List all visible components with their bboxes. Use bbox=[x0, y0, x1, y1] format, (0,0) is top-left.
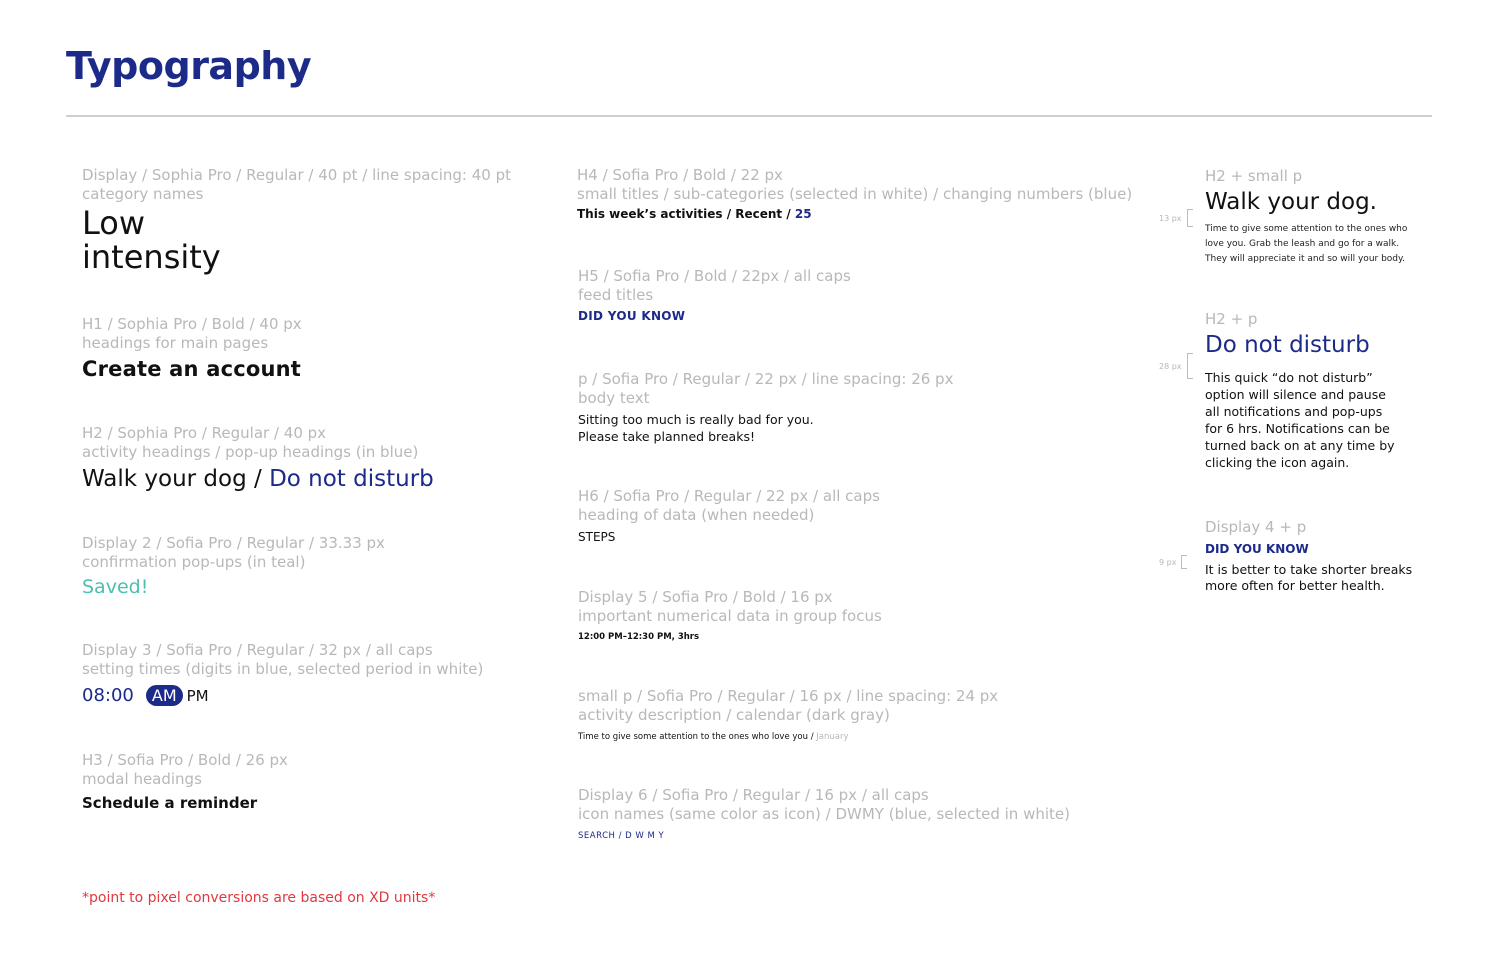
spec-h6 bbox=[578, 487, 880, 544]
spec-small-p bbox=[578, 687, 998, 742]
sample-h1: Create an account bbox=[82, 357, 302, 381]
spec-line: H2 / Sophia Pro / Regular / 40 px bbox=[82, 424, 327, 442]
combo-h2-p bbox=[1205, 310, 1395, 471]
sample-p-line: Please take planned breaks! bbox=[578, 429, 755, 444]
spec-line: Display 6 / Sofia Pro / Regular / 16 px / all caps bbox=[578, 786, 929, 804]
sample-h4-black: This week’s activities / Recent / bbox=[577, 207, 795, 221]
sample-h2-blue: Do not disturb bbox=[269, 466, 434, 492]
spacing-indicator bbox=[1159, 353, 1193, 379]
spacing-indicator bbox=[1159, 209, 1193, 227]
sample-h2-black: Walk your dog / bbox=[82, 466, 270, 492]
spec-h4 bbox=[577, 166, 1132, 221]
spec-line: small p / Sofia Pro / Regular / 16 px / line spacing: 24 px bbox=[578, 687, 999, 705]
usage-line: activity headings / pop-up headings (in blue) bbox=[82, 443, 419, 461]
combo-heading: Walk your dog. bbox=[1205, 189, 1377, 215]
spec-line: H6 / Sofia Pro / Regular / 22 px / all caps bbox=[578, 487, 880, 505]
spacing-indicator bbox=[1159, 555, 1187, 569]
usage-line: activity description / calendar (dark gray) bbox=[578, 706, 890, 724]
combo-body: Time to give some attention to the ones who love you. Grab the leash and go for a walk. They will appreciate it and so will your body. bbox=[1205, 224, 1408, 264]
usage-line: important numerical data in group focus bbox=[578, 607, 882, 625]
sample-h5: DID YOU KNOW bbox=[578, 309, 686, 323]
spec-line: Display / Sophia Pro / Regular / 40 pt / line spacing: 40 pt bbox=[82, 166, 511, 184]
sample-small-p bbox=[578, 732, 998, 742]
sample-p-line: Sitting too much is really bad for you. bbox=[578, 412, 814, 427]
sample-small-p-month: January bbox=[816, 732, 849, 742]
spacing-value: 13 px bbox=[1159, 213, 1182, 223]
usage-line: category names bbox=[82, 185, 204, 203]
spacing-value: 9 px bbox=[1159, 557, 1177, 567]
spec-display2 bbox=[82, 534, 385, 598]
combo-body: This quick “do not disturb” option will silence and pause all notifications and pop-ups for 6 hrs. Notifications can be turned back on at any time by clicking the icon again. bbox=[1205, 370, 1395, 470]
sample-h4-blue: 25 bbox=[794, 207, 812, 221]
sample-display5: 12:00 PM–12:30 PM, 3hrs bbox=[578, 632, 700, 642]
combo-heading: DID YOU KNOW bbox=[1205, 542, 1309, 556]
spec-display3 bbox=[82, 641, 483, 706]
spec-h1 bbox=[82, 315, 302, 381]
spec-h3 bbox=[82, 751, 288, 812]
period-am-selected: AM bbox=[146, 685, 183, 706]
combo-display4-p bbox=[1205, 518, 1415, 594]
usage-line: small titles / sub-categories (selected in white) / changing numbers (blue) bbox=[577, 185, 1133, 203]
sample-display-line: Low bbox=[82, 204, 146, 242]
spec-h5 bbox=[578, 267, 851, 323]
sample-p bbox=[578, 411, 953, 445]
usage-line: confirmation pop-ups (in teal) bbox=[82, 553, 306, 571]
spec-display bbox=[82, 166, 511, 274]
usage-line: icon names (same color as icon) / DWMY (blue, selected in white) bbox=[578, 805, 1070, 823]
sample-time: 08:00 bbox=[82, 685, 134, 706]
sample-h6: STEPS bbox=[578, 530, 616, 544]
combo-label: H2 + small p bbox=[1205, 167, 1303, 185]
usage-line: feed titles bbox=[578, 286, 654, 304]
sample-display2: Saved! bbox=[82, 576, 149, 598]
spec-line: p / Sofia Pro / Regular / 22 px / line spacing: 26 px bbox=[578, 370, 954, 388]
combo-h2-small-p bbox=[1205, 167, 1415, 267]
spec-line: H5 / Sofia Pro / Bold / 22px / all caps bbox=[578, 267, 851, 285]
sample-display6: SEARCH / D W M Y bbox=[578, 831, 665, 841]
usage-line: heading of data (when needed) bbox=[578, 506, 815, 524]
period-pm: PM bbox=[186, 686, 209, 705]
page-title: Typography bbox=[66, 44, 312, 88]
spec-line: H3 / Sofia Pro / Bold / 26 px bbox=[82, 751, 288, 769]
title-divider bbox=[66, 115, 1432, 117]
sample-h3: Schedule a reminder bbox=[82, 794, 258, 812]
sample-h2 bbox=[82, 466, 434, 492]
spec-h2 bbox=[82, 424, 434, 492]
spec-line: Display 2 / Sofia Pro / Regular / 33.33 px bbox=[82, 534, 385, 552]
spec-p bbox=[578, 370, 953, 445]
usage-line: headings for main pages bbox=[82, 334, 269, 352]
footnote: *point to pixel conversions are based on XD units* bbox=[82, 890, 436, 906]
spec-line: H1 / Sophia Pro / Bold / 40 px bbox=[82, 315, 302, 333]
spec-line: Display 3 / Sofia Pro / Regular / 32 px / all caps bbox=[82, 641, 433, 659]
usage-line: setting times (digits in blue, selected period in white) bbox=[82, 660, 484, 678]
combo-body: It is better to take shorter breaks more often for better health. bbox=[1205, 562, 1413, 593]
spacing-bracket bbox=[1187, 209, 1193, 227]
sample-h4 bbox=[577, 207, 1132, 221]
spacing-bracket bbox=[1187, 353, 1193, 379]
combo-label: H2 + p bbox=[1205, 310, 1258, 328]
spec-line: H4 / Sofia Pro / Bold / 22 px bbox=[577, 166, 783, 184]
usage-line: modal headings bbox=[82, 770, 202, 788]
sample-small-p-main: Time to give some attention to the ones who love you / bbox=[578, 732, 817, 742]
combo-label: Display 4 + p bbox=[1205, 518, 1307, 536]
usage-line: body text bbox=[578, 389, 650, 407]
sample-display-line: intensity bbox=[82, 238, 221, 276]
sample-display bbox=[82, 206, 511, 274]
spec-display6 bbox=[578, 786, 1070, 841]
combo-heading: Do not disturb bbox=[1205, 332, 1370, 358]
spec-line: Display 5 / Sofia Pro / Bold / 16 px bbox=[578, 588, 833, 606]
spacing-bracket bbox=[1181, 555, 1187, 569]
sample-display3 bbox=[82, 685, 483, 706]
spec-display5 bbox=[578, 588, 882, 642]
spacing-value: 28 px bbox=[1159, 361, 1182, 371]
